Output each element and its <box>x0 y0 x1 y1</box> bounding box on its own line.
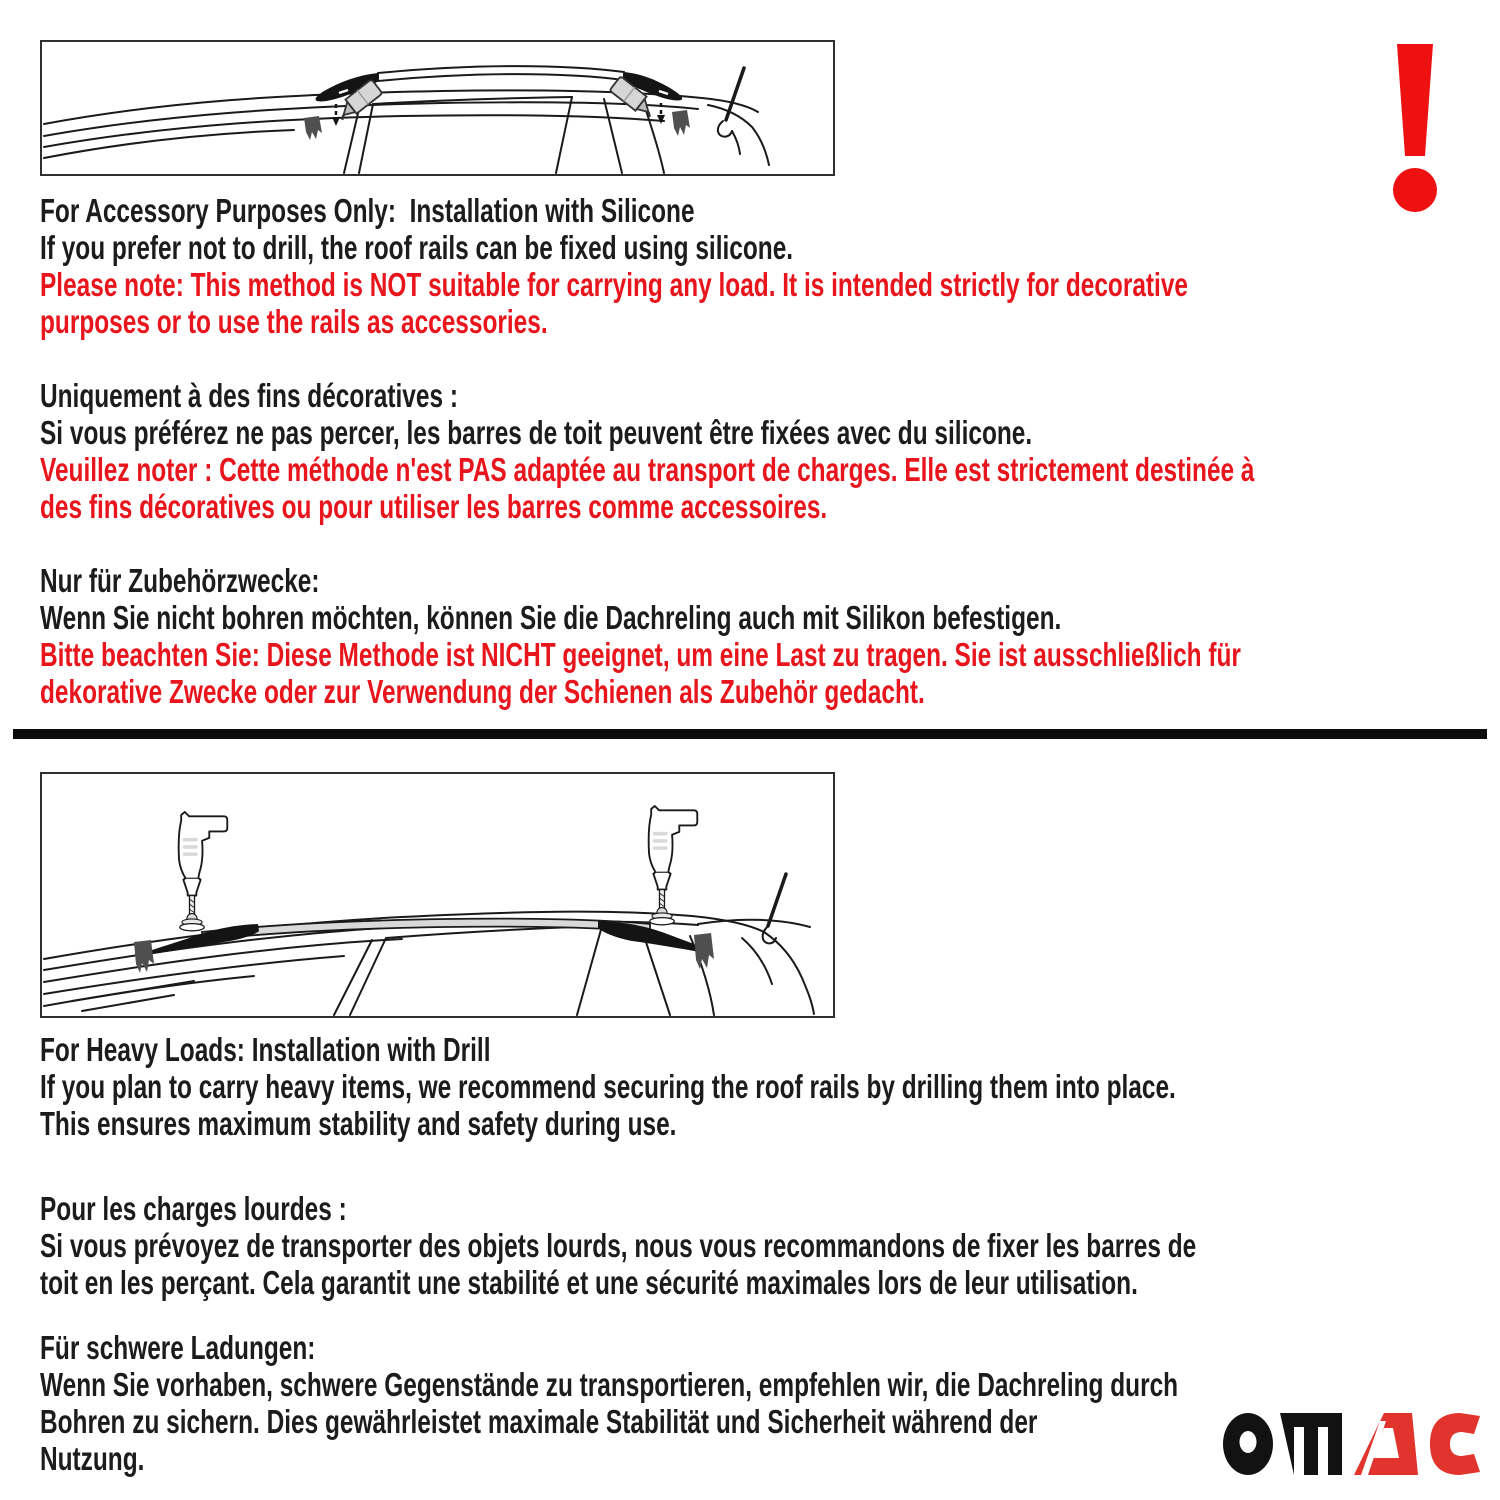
section-divider <box>13 729 1487 739</box>
warning-exclamation-icon <box>1392 44 1438 214</box>
heading: Für schwere Ladungen: <box>40 1329 316 1366</box>
body-line: If you plan to carry heavy items, we recommend securing the roof rails by drilling them into place. <box>40 1068 1176 1105</box>
car-roof-rail-silicone-illustration <box>42 42 833 174</box>
body-line: If you prefer not to drill, the roof rails can be fixed using silicone. <box>40 229 794 266</box>
silicone-mark-right <box>694 933 714 969</box>
warning-line: des fins décoratives ou pour utiliser les barres comme accessoires. <box>40 488 828 525</box>
heading: Pour les charges lourdes : <box>40 1190 347 1227</box>
heading: Uniquement à des fins décoratives : <box>40 377 458 414</box>
silicone-paragraph-fr <box>40 377 1490 525</box>
silicone-mark-left <box>304 116 322 140</box>
heading: For Heavy Loads: Installation with Drill <box>40 1031 491 1068</box>
drill-paragraph-en <box>40 1031 1490 1142</box>
body-line: Si vous préférez ne pas percer, les barres de toit peuvent être fixées avec du silicone. <box>40 414 1033 451</box>
silicone-mark-right <box>672 110 690 136</box>
body-line: This ensures maximum stability and safety during use. <box>40 1105 677 1142</box>
warning-line: Bitte beachten Sie: Diese Methode ist NICHT geeignet, um eine Last zu tragen. Sie ist ausschließlich für <box>40 636 1241 673</box>
body-line: Si vous prévoyez de transporter des objets lourds, nous vous recommandons de fixer les barres de <box>40 1227 1197 1264</box>
heading: For Accessory Purposes Only: Installation with Silicone <box>40 192 695 229</box>
silicone-paragraph-de <box>40 562 1490 710</box>
omac-logo <box>1222 1408 1482 1478</box>
drill-left <box>179 812 228 931</box>
body-line: Wenn Sie nicht bohren möchten, können Sie die Dachreling auch mit Silikon befestigen. <box>40 599 1062 636</box>
body-line: Nutzung. <box>40 1440 145 1477</box>
silicone-installation-figure <box>40 40 835 176</box>
warning-line: purposes or to use the rails as accessories. <box>40 303 548 340</box>
drill-paragraph-fr <box>40 1190 1490 1301</box>
logo-black-letters <box>1223 1413 1342 1475</box>
body-line: Bohren zu sichern. Dies gewährleistet maximale Stabilität und Sicherheit während der <box>40 1403 1038 1440</box>
drill-right <box>649 806 698 925</box>
drill-installation-figure <box>40 772 835 1018</box>
warning-line: Please note: This method is NOT suitable for carrying any load. It is intended strictly for decorative <box>40 266 1189 303</box>
body-line: Wenn Sie vorhaben, schwere Gegenstände zu transportieren, empfehlen wir, die Dachreling durch <box>40 1366 1179 1403</box>
heading: Nur für Zubehörzwecke: <box>40 562 320 599</box>
car-roof-rail-drill-illustration <box>42 774 833 1016</box>
warning-line: Veuillez noter : Cette méthode n'est PAS adaptée au transport de charges. Elle est strictement destinée à <box>40 451 1255 488</box>
silicone-paragraph-en <box>40 192 1490 340</box>
body-line: toit en les perçant. Cela garantit une stabilité et une sécurité maximales lors de leur utilisation. <box>40 1264 1138 1301</box>
warning-line: dekorative Zwecke oder zur Verwendung der Schienen als Zubehör gedacht. <box>40 673 925 710</box>
